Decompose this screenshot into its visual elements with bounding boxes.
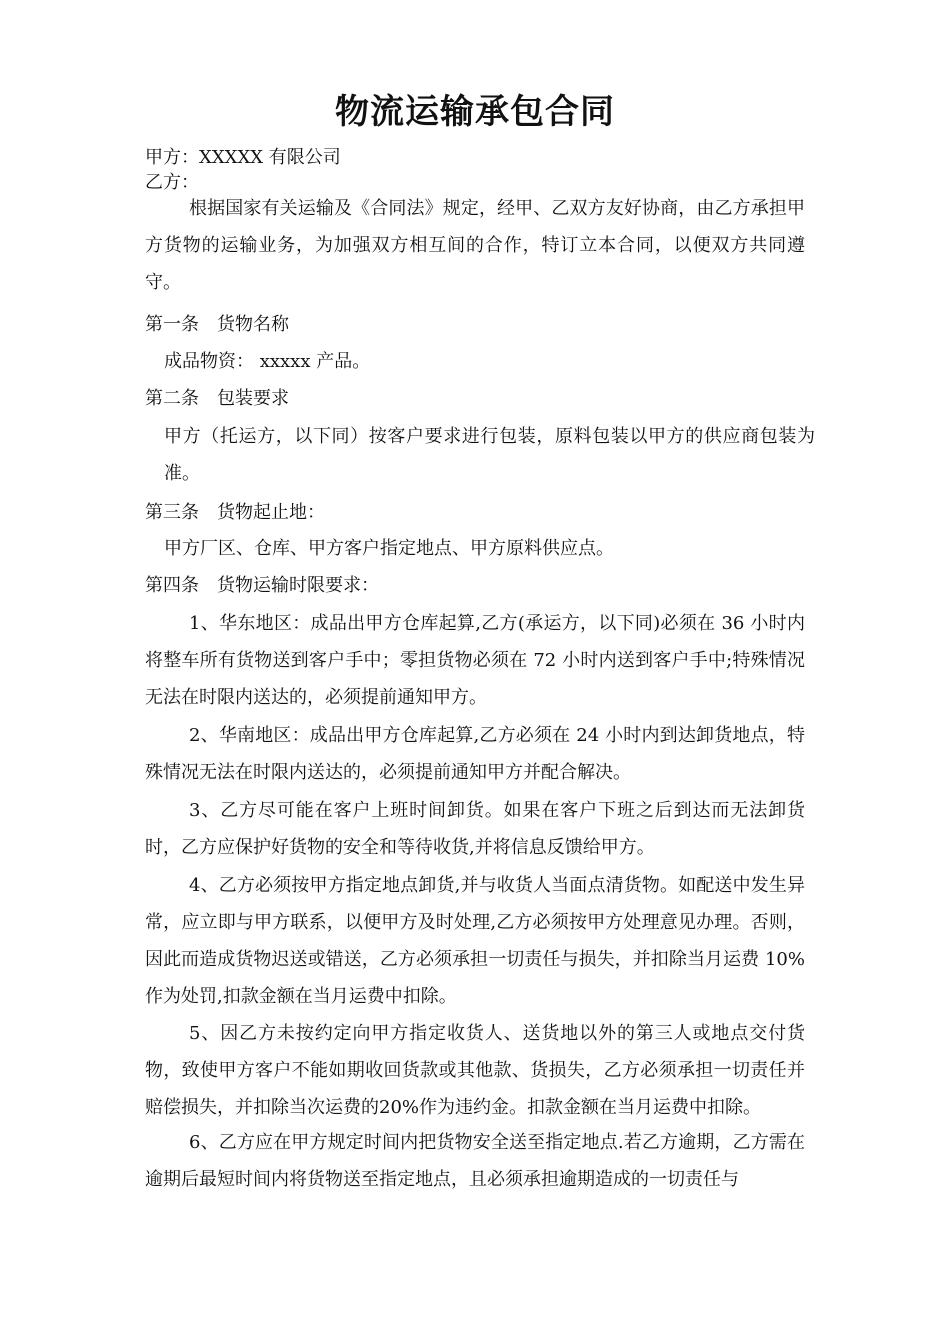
article2-heading: 第二条 包装要求 [145,388,289,409]
clause-6: 6、乙方应在甲方规定时间内把货物安全送至指定地点.若乙方逾期，乙方需在逾期后最短时间内将货物送至指定地点，且必须承担逾期造成的一切责任与 [145,1132,805,1190]
clause-2: 2、华南地区：成品出甲方仓库起算,乙方必须在 24 小时内到达卸货地点，特殊情况无法在时限内送达的，必须提前通知甲方并配合解决。 [145,725,805,783]
article2-body: 甲方（托运方，以下同）按客户要求进行包装，原料包装以甲方的供应商包装为准。 [164,426,815,484]
clause-3: 3、乙方尽可能在客户上班时间卸货。如果在客户下班之后到达而无法卸货时，乙方应保护好货物的安全和等待收货,并将信息反馈给甲方。 [145,800,805,858]
party-b: 乙方： [145,172,199,193]
article3-body: 甲方厂区、仓库、甲方客户指定地点、甲方原料供应点。 [164,538,614,559]
clause-1: 1、华东地区：成品出甲方仓库起算,乙方(承运方，以下同)必须在 36 小时内将整车所有货物送到客户手中；零担货物必须在 72 小时内送到客户手中;特殊情况无法在时限内送达的，必须提前通知甲方。 [145,613,805,708]
article4-heading: 第四条 货物运输时限要求： [145,575,379,596]
article3-heading: 第三条 货物起止地： [145,502,325,523]
article1-heading: 第一条 货物名称 [145,314,289,335]
party-a: 甲方：XXXXX 有限公司 [145,147,341,168]
article1-body: 成品物资： xxxxx 产品。 [164,351,371,372]
page-title: 物流运输承包合同 [335,92,615,132]
clause-5: 5、因乙方未按约定向甲方指定收货人、送货地以外的第三人或地点交付货物，致使甲方客户不能如期收回货款或其他款、货损失，乙方必须承担一切责任并赔偿损失，并扣除当次运费的20%作为违约金。扣款金额在当月运费中扣除。 [145,1023,805,1118]
intro-paragraph: 根据国家有关运输及《合同法》规定，经甲、乙双方友好协商，由乙方承担甲方货物的运输业务，为加强双方相互间的合作，特订立本合同，以便双方共同遵守。 [145,198,805,293]
clause-4: 4、乙方必须按甲方指定地点卸货,并与收货人当面点清货物。如配送中发生异常，应立即与甲方联系，以便甲方及时处理,乙方必须按甲方处理意见办理。否则，因此而造成货物迟送或错送，乙方必须承担一切责任与损失，并扣除当月运费 10%作为处罚,扣款金额在当月运费中扣除。 [145,875,805,1007]
